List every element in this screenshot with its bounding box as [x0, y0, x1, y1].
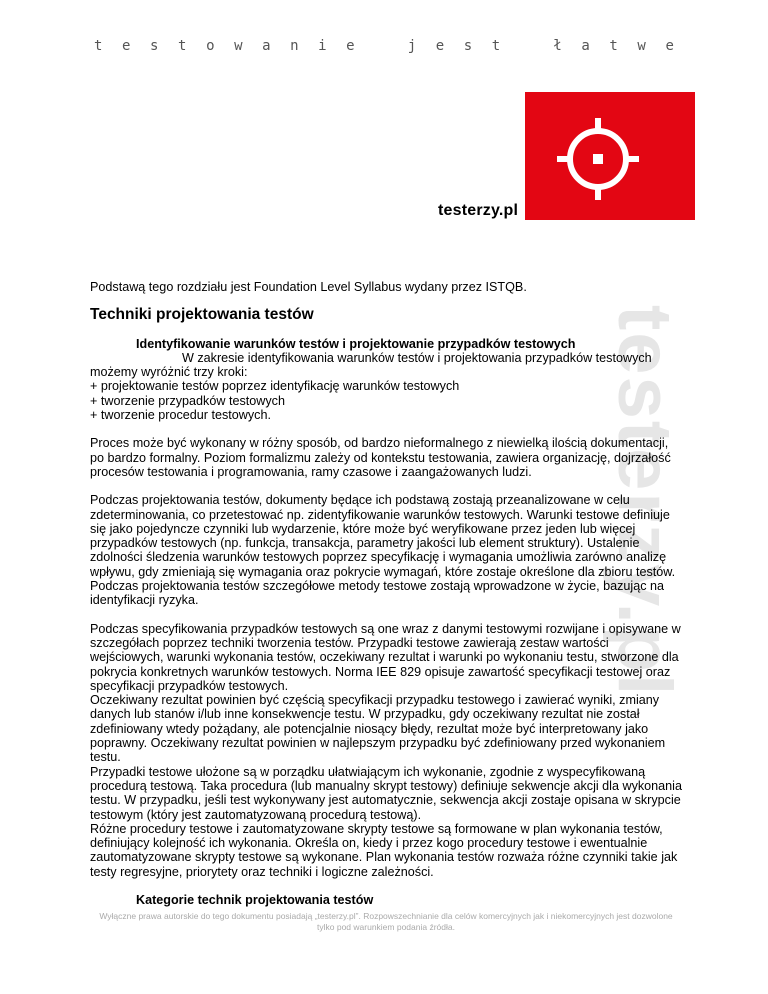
motto-letter: ł	[553, 38, 562, 54]
motto-letter: w	[637, 38, 646, 54]
paragraph-specification	[90, 622, 682, 879]
motto-letter: t	[94, 38, 103, 54]
motto-letter: t	[178, 38, 187, 54]
section-heading-categories: Kategorie technik projektowania testów	[136, 892, 374, 907]
watermark: testerzy.pl	[602, 305, 687, 698]
section-heading: Identyfikowanie warunków testów i projektowanie przypadków testowych	[136, 336, 576, 351]
page-title: Techniki projektowania testów	[90, 306, 314, 324]
motto-letter: t	[609, 38, 618, 54]
motto-letter: t	[491, 38, 501, 54]
list-item: + projektowanie testów poprzez identyfikację warunków testowych	[90, 379, 460, 394]
motto-letter: a	[262, 38, 271, 54]
motto-letter: w	[234, 38, 243, 54]
paragraph-design: Podczas projektowania testów, dokumenty będące ich podstawą zostają przeanalizowane w celu zdeterminowania, co przetestować np. zidentyfikowanie warunków testowych. Warunki testowe definiuje się jako pojedyncze czynniki lub wydarzenie, które może być weryfikowane przez jeden lub więcej przypadków testowych (np. funkcja, transakcja, parametry jakości lub element struktury). Ustalenie zdolności śledzenia warunków testowych poprzez specyfikację i wymagania umożliwia zarówno analizę wpływu, gdy zmieniają się wymagania oraz pokrycie wymagań, które zostaje określone dla zbioru testów. Podczas projektowania testów szczegółowe metody testowe zostają wprowadzone w życie, bazując na identyfikacji ryzyka.	[90, 493, 676, 608]
motto-letter: s	[150, 38, 159, 54]
document-body	[90, 280, 682, 907]
motto-letter: j	[407, 38, 417, 54]
lead-paragraph: W zakresie identyfikowania warunków testów i projektowania przypadków testowych możemy wyróżnić trzy kroki:	[90, 350, 652, 380]
paragraph-line: Różne procedury testowe i zautomatyzowane skrypty testowe są formowane w plan wykonania testów, definiujący kolejność ich wykonania. Określa on, kiedy i przez kogo procedury testowe i ewentualnie zautomatyzowane skrypty testowe są wykonane. Plan wykonania testów rozważa różne czynniki takie jak testy regresyjne, priorytety oraz techniki i logiczne zależności.	[90, 821, 678, 879]
motto-letter: e	[435, 38, 445, 54]
steps-list	[90, 379, 682, 422]
motto-letter: a	[581, 38, 590, 54]
motto-letter: e	[346, 38, 355, 54]
list-item: + tworzenie procedur testowych.	[90, 408, 271, 423]
intro-paragraph: Podstawą tego rozdziału jest Foundation Level Syllabus wydany przez ISTQB.	[90, 280, 527, 294]
crosshair-icon	[553, 114, 643, 204]
motto-letter: s	[463, 38, 473, 54]
motto-letter: i	[318, 38, 327, 54]
paragraph-process: Proces może być wykonany w różny sposób, od bardzo nieformalnego z niewielką ilością dokumentacji, po bardzo formalny. Poziom formalizmu zależy od kontekstu testowania, zawiera organizację, dojrzałość procesów testowania i programowania, ramy czasowe i zaangażowanych ludzi.	[90, 436, 671, 479]
paragraph-line: Podczas specyfikowania przypadków testowych są one wraz z danymi testowymi rozwijane i opisywane w szczegółach poprzez techniki tworzenia testów. Przypadki testowe zawierają zestaw wartości wejściowych, warunki wykonania testów, oczekiwany rezultat i warunki po wykonaniu testu, stworzone dla pokrycia konkretnych warunków testowych. Norma IEE 829 opisuje zawartość specyfikacji testowej oraz specyfikacji przypadków testowych.	[90, 621, 681, 693]
copyright-footer: Wyłączne prawa autorskie do tego dokumentu posiadają „testerzy.pl”. Rozpowszechnianie dla celów komercyjnych jak i niekomercyjnych jest dozwolone tylko pod warunkiem podania źródła.	[99, 911, 673, 932]
motto-letter: n	[290, 38, 299, 54]
list-item: + tworzenie przypadków testowych	[90, 393, 285, 408]
logo-text: testerzy.pl	[438, 202, 519, 219]
logo-block	[525, 92, 695, 220]
paragraph-line: Przypadki testowe ułożone są w porządku ułatwiającym ich wykonanie, zgodnie z wyspecyfikowaną procedurą testową. Taka procedura (lub manualny skrypt testowy) definiuje sekwencje akcji dla wykonania testu. W przypadku, jeśli test wykonywany jest automatycznie, sekwencja akcji zostaje opisana w skrypcie testowym (który jest zautomatyzowaną procedurą testową).	[90, 764, 682, 822]
motto-letter: e	[665, 38, 674, 54]
header-motto	[94, 38, 674, 54]
motto-letter: e	[122, 38, 131, 54]
motto-letter: o	[206, 38, 215, 54]
paragraph-line: Oczekiwany rezultat powinien być częścią specyfikacji przypadku testowego i zawierać wyniki, zmiany danych lub stanów i/lub inne konsekwencje testu. W przypadku, gdy oczekiwany rezultat nie został zdefiniowany wtedy pożądany, ale potencjalnie niosący błędy, rezultat może być interpretowany jako poprawny. Oczekiwany rezultat powinien w najlepszym przypadku być zdefiniowany przed wykonaniem testu.	[90, 693, 666, 765]
